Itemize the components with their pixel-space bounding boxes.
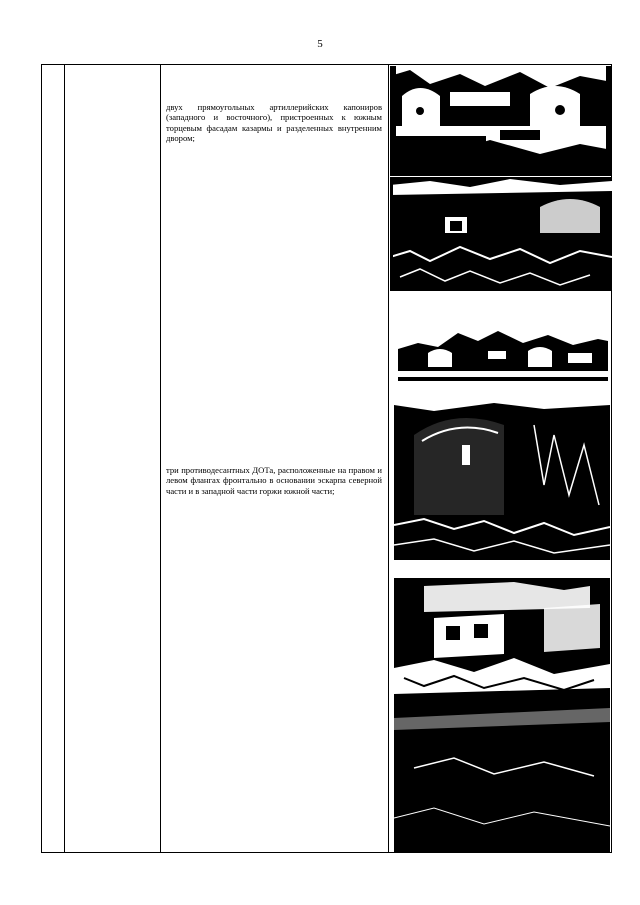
column-divider-2 xyxy=(160,65,161,852)
pillbox-photo-2 xyxy=(394,568,610,852)
column-divider-3 xyxy=(388,65,389,852)
row-1-description: двух прямоугольных артиллерийских капониров (западного и восточного), пристроенных к южным торцевым фасадам казармы и разделенных внутренним двором; xyxy=(166,102,382,143)
column-divider-1 xyxy=(64,65,65,852)
document-table xyxy=(41,64,612,853)
pillbox-photo-1 xyxy=(394,395,610,560)
page-number: 5 xyxy=(317,38,323,50)
caponier-photo-1 xyxy=(390,66,612,176)
pillbox-panorama-photo xyxy=(398,327,608,385)
row-2-description: три противодесантных ДОТа, расположенные на правом и левом флангах фронтально в основании эскарпа северной части и в западной части горжи южной части; xyxy=(166,465,382,496)
caponier-photo-2 xyxy=(390,177,612,291)
